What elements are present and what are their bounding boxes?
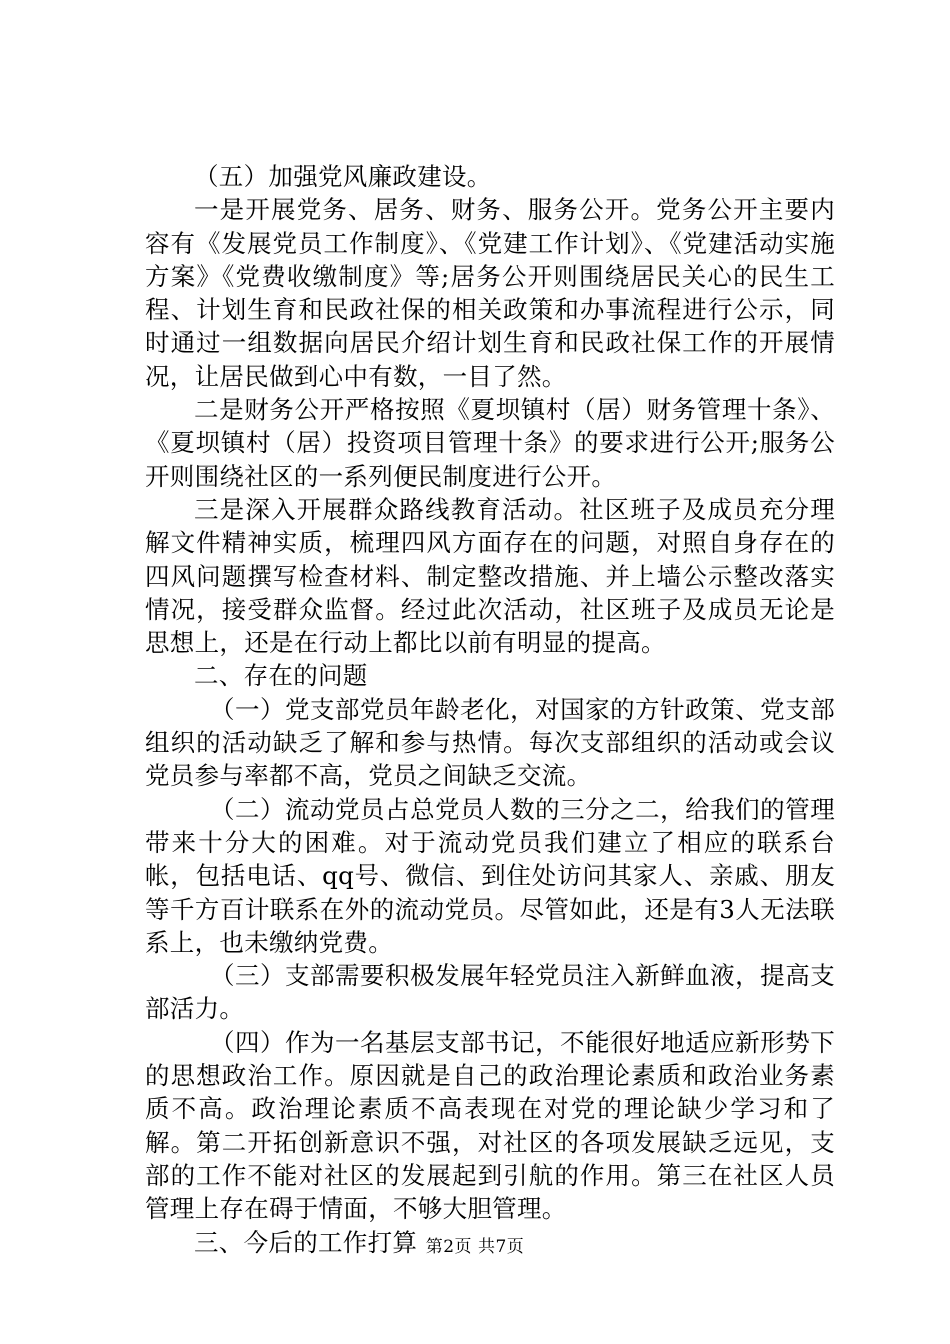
section-heading-strengthen-integrity: （五）加强党风廉政建设。	[194, 162, 492, 191]
page-number-footer: 第2页 共7页	[425, 1237, 525, 1257]
paragraph-problem-1: （一）党支部党员年龄老化，对国家的方针政策、党支部组织的活动缺乏了解和参与热情。每次支部组织的活动或会议党员参与率都不高，党员之间缺乏交流。	[145, 694, 835, 791]
section-heading-future-plans: 三、今后的工作打算	[194, 1227, 418, 1257]
paragraph-public-affairs: 一是开展党务、居务、财务、服务公开。党务公开主要内容有《发展党员工作制度》、《党建工作计划》、《党建活动实施方案》《党费收缴制度》等;居务公开则围绕居民关心的民生工程、计划生育和民政社保的相关政策和办事流程进行公示，同时通过一组数据向居民介绍计划生育和民政社保工作的开展情况，让居民做到心中有数，一目了然。	[145, 195, 835, 391]
paragraph-problem-3: （三）支部需要积极发展年轻党员注入新鲜血液，提高支部活力。	[145, 961, 835, 1024]
paragraph-problem-4: （四）作为一名基层支部书记，不能很好地适应新形势下的思想政治工作。原因就是自己的政治理论素质和政治业务素质不高。政治理论素质不高表现在对党的理论缺少学习和了解。第二开拓创新意识不强，对社区的各项发展缺乏远见，支部的工作不能对社区的发展起到引航的作用。第三在社区人员管理上存在碍于情面，不够大胆管理。	[145, 1027, 835, 1224]
paragraph-mass-line-education: 三是深入开展群众路线教育活动。社区班子及成员充分理解文件精神实质，梳理四风方面存在的问题，对照自身存在的四风问题撰写检查材料、制定整改措施、并上墙公示整改落实情况，接受群众监督。经过此次活动，社区班子及成员无论是思想上，还是在行动上都比以前有明显的提高。	[145, 494, 835, 658]
paragraph-problem-2: （二）流动党员占总党员人数的三分之二，给我们的管理带来十分大的困难。对于流动党员我们建立了相应的联系台帐，包括电话、qq号、微信、到住处访问其家人、亲戚、朋友等千方百计联系在外的流动党员。尽管如此，还是有3人无法联系上，也未缴纳党费。	[145, 794, 835, 957]
section-heading-existing-problems: 二、存在的问题	[194, 661, 368, 691]
document-body	[145, 160, 835, 1259]
paragraph-financial-disclosure: 二是财务公开严格按照《夏坝镇村（居）财务管理十条》、《夏坝镇村（居）投资项目管理十条》的要求进行公开;服务公开则围绕社区的一系列便民制度进行公开。	[145, 395, 835, 491]
